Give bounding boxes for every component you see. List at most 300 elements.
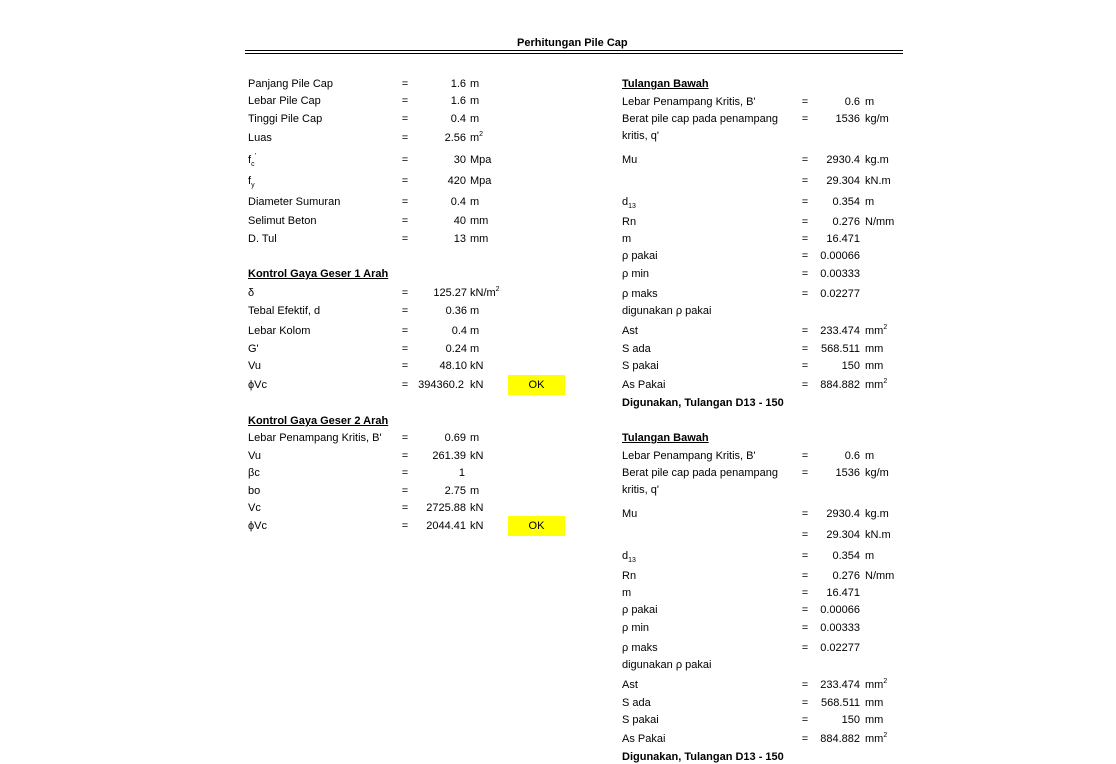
tulangan-1-row-12-unit-text: mm — [865, 697, 884, 709]
geser1-row-4-label — [248, 360, 261, 373]
geser1-row-0-unit — [470, 287, 500, 300]
input-row-2-label — [248, 113, 322, 126]
geser1-row-0-label-text: δ — [248, 287, 255, 299]
tulangan-0-row-10-label-text: digunakan ρ pakai — [622, 305, 712, 317]
tulangan-0-row-8-equals: = — [801, 268, 809, 280]
input-row-6-equals: = — [401, 196, 409, 208]
page-title: Perhitungan Pile Cap — [517, 37, 628, 49]
tulangan-1-row-3-unit — [865, 529, 891, 542]
tulangan-0-row-12-unit — [865, 343, 883, 356]
geser1-row-1-unit — [470, 305, 479, 318]
tulangan-0-row-8-label-text: ρ min — [622, 268, 650, 280]
geser2-row-5-unit-text: kN — [470, 520, 484, 532]
input-row-7-label — [248, 215, 316, 228]
geser1-row-5-unit-text: kN — [470, 379, 484, 391]
geser2-status-badge: OK — [508, 516, 565, 536]
tulangan-1-row-0-equals: = — [801, 450, 809, 462]
tulangan-0-row-1-unit — [865, 113, 889, 126]
tulangan-heading-1: Tulangan Bawah — [622, 432, 709, 444]
tulangan-0-row-0-label-text: Lebar Penampang Kritis, B' — [622, 96, 756, 108]
tulangan-0-row-4-value: 0.354 — [832, 196, 860, 208]
geser1-row-1-label — [248, 305, 320, 318]
geser1-row-0-value: 125.27 — [433, 287, 467, 299]
tulangan-1-row-12-unit — [865, 697, 883, 710]
input-row-4-unit-text: Mpa — [470, 154, 492, 166]
tulangan-1-row-6-label — [622, 587, 631, 600]
tulangan-1-row-1-label-line2: kritis, q' — [622, 484, 659, 496]
tulangan-0-row-0-unit — [865, 96, 874, 109]
tulangan-1-row-0-label-text: Lebar Penampang Kritis, B' — [622, 450, 756, 462]
input-row-5-label-sub: y — [251, 182, 255, 189]
tulangan-1-row-11-unit-text: mm — [865, 679, 884, 691]
tulangan-0-row-14-equals: = — [801, 379, 809, 391]
tulangan-0-row-10-label — [622, 305, 711, 318]
tulangan-1-row-4-value: 0.354 — [832, 550, 860, 562]
tulangan-1-row-14-unit-sup: 2 — [883, 732, 888, 739]
tulangan-0-row-3-unit — [865, 175, 891, 188]
tulangan-0-row-12-unit-text: mm — [865, 343, 884, 355]
input-row-0-label-text: Panjang Pile Cap — [248, 78, 334, 90]
tulangan-0-row-3-unit-text: kN.m — [865, 175, 891, 187]
tulangan-1-row-13-equals: = — [801, 714, 809, 726]
tulangan-1-row-7-value: 0.00066 — [820, 604, 860, 616]
geser2-row-3-label — [248, 485, 260, 498]
geser1-row-1-label-text: Tebal Efektif, d — [248, 305, 321, 317]
input-row-2-value: 0.4 — [450, 113, 466, 125]
tulangan-1-row-2-equals: = — [801, 508, 809, 520]
geser1-row-0-equals: = — [401, 287, 409, 299]
tulangan-1-row-11-label — [622, 679, 638, 692]
input-row-4-unit — [470, 154, 491, 167]
geser2-row-1-label-text: Vu — [248, 450, 262, 462]
geser1-row-2-unit-text: m — [470, 325, 480, 337]
tulangan-0-row-7-label — [622, 250, 658, 263]
tulangan-conclusion-0: Digunakan, Tulangan D13 - 150 — [622, 397, 784, 409]
tulangan-0-row-7-equals: = — [801, 250, 809, 262]
tulangan-0-row-0-unit-text: m — [865, 96, 875, 108]
geser1-row-2-label-text: Lebar Kolom — [248, 325, 311, 337]
tulangan-0-row-4-unit-text: m — [865, 196, 875, 208]
input-row-5-equals: = — [401, 175, 409, 187]
tulangan-0-row-6-label-text: m — [622, 233, 632, 245]
tulangan-0-row-9-value: 0.02277 — [820, 288, 860, 300]
tulangan-1-row-1-label — [622, 467, 778, 480]
input-row-8-equals: = — [401, 233, 409, 245]
input-row-4-label — [248, 154, 256, 167]
geser2-row-4-unit — [470, 502, 483, 515]
input-row-2-unit — [470, 113, 479, 126]
geser1-row-4-value: 48.10 — [439, 360, 467, 372]
input-row-1-equals: = — [401, 95, 409, 107]
geser1-row-3-equals: = — [401, 343, 409, 355]
tulangan-conclusion-1: Digunakan, Tulangan D13 - 150 — [622, 751, 784, 763]
geser2-row-3-value: 2.75 — [444, 485, 466, 497]
geser1-row-3-value: 0.24 — [445, 343, 467, 355]
geser2-row-2-label-text: βc — [248, 467, 260, 479]
tulangan-1-row-1-label-text: Berat pile cap pada penampang — [622, 467, 778, 479]
tulangan-1-row-8-label-text: ρ min — [622, 622, 650, 634]
tulangan-1-row-4-label-text: d — [622, 550, 629, 562]
tulangan-0-row-11-equals: = — [801, 325, 809, 337]
tulangan-0-row-5-label — [622, 216, 636, 229]
tulangan-0-row-5-label-text: Rn — [622, 216, 637, 228]
tulangan-1-row-14-value: 884.882 — [820, 733, 860, 745]
geser2-row-0-unit — [470, 432, 479, 445]
tulangan-0-row-6-value: 16.471 — [826, 233, 860, 245]
tulangan-0-row-4-label-text: d — [622, 196, 629, 208]
title-rule-top — [245, 50, 903, 51]
geser2-row-3-label-text: bo — [248, 485, 261, 497]
tulangan-1-row-0-label — [622, 450, 756, 463]
tulangan-0-row-11-unit-text: mm — [865, 325, 884, 337]
tulangan-0-row-5-value: 0.276 — [832, 216, 860, 228]
tulangan-0-row-13-value: 150 — [841, 360, 860, 372]
geser1-row-0-unit-sup: 2 — [495, 286, 500, 293]
tulangan-0-row-14-label — [622, 379, 665, 392]
geser2-row-5-unit — [470, 520, 483, 533]
tulangan-0-row-2-unit-text: kg.m — [865, 154, 889, 166]
geser2-row-5-label-text: ϕVc — [248, 520, 267, 532]
geser2-row-5-equals: = — [401, 520, 409, 532]
tulangan-1-row-4-unit — [865, 550, 874, 563]
tulangan-1-row-13-unit-text: mm — [865, 714, 884, 726]
tulangan-1-row-2-unit-text: kg.m — [865, 508, 889, 520]
input-row-0-unit — [470, 78, 479, 91]
geser1-row-0-label — [248, 287, 254, 300]
tulangan-1-row-11-equals: = — [801, 679, 809, 691]
input-row-5-label-text: f — [248, 175, 252, 187]
input-row-3-label-text: Luas — [248, 132, 272, 144]
tulangan-0-row-5-equals: = — [801, 216, 809, 228]
tulangan-1-row-2-value: 2930.4 — [826, 508, 860, 520]
tulangan-0-row-13-label-text: S pakai — [622, 360, 659, 372]
input-row-1-label-text: Lebar Pile Cap — [248, 95, 321, 107]
geser1-row-5-unit — [470, 379, 483, 392]
geser2-row-0-label-text: Lebar Penampang Kritis, B' — [248, 432, 382, 444]
tulangan-0-row-13-equals: = — [801, 360, 809, 372]
tulangan-0-row-4-label — [622, 196, 636, 209]
tulangan-0-row-1-label-line2: kritis, q' — [622, 130, 659, 142]
geser2-row-2-label — [248, 467, 260, 480]
tulangan-1-row-5-label — [622, 570, 636, 583]
tulangan-1-row-2-unit — [865, 508, 889, 521]
input-row-8-unit-text: mm — [470, 233, 489, 245]
tulangan-1-row-13-value: 150 — [841, 714, 860, 726]
tulangan-0-row-0-label — [622, 96, 756, 109]
input-row-0-equals: = — [401, 78, 409, 90]
tulangan-0-row-2-unit — [865, 154, 889, 167]
tulangan-heading-0: Tulangan Bawah — [622, 78, 709, 90]
geser1-row-5-label — [248, 379, 267, 392]
tulangan-0-row-0-value: 0.6 — [844, 96, 860, 108]
input-row-3-unit-sup: 2 — [479, 131, 484, 138]
tulangan-0-row-1-label-text: Berat pile cap pada penampang — [622, 113, 778, 125]
geser1-row-4-label-text: Vu — [248, 360, 262, 372]
tulangan-1-row-14-unit-text: mm — [865, 733, 884, 745]
input-row-1-value: 1.6 — [450, 95, 466, 107]
geser2-heading: Kontrol Gaya Geser 2 Arah — [248, 415, 389, 427]
input-row-5-label — [248, 175, 255, 188]
tulangan-1-row-11-label-text: Ast — [622, 679, 638, 691]
tulangan-1-row-5-label-text: Rn — [622, 570, 637, 582]
geser2-row-1-value: 261.39 — [432, 450, 466, 462]
tulangan-0-row-7-label-text: ρ pakai — [622, 250, 658, 262]
tulangan-1-row-9-value: 0.02277 — [820, 642, 860, 654]
geser2-row-3-unit — [470, 485, 479, 498]
input-row-6-label-text: Diameter Sumuran — [248, 196, 341, 208]
tulangan-1-row-2-label — [622, 508, 637, 521]
input-row-7-value: 40 — [453, 215, 466, 227]
tulangan-1-row-11-value: 233.474 — [820, 679, 860, 691]
tulangan-0-row-11-label — [622, 325, 638, 338]
geser1-row-2-value: 0.4 — [451, 325, 467, 337]
tulangan-1-row-2-label-text: Mu — [622, 508, 638, 520]
input-row-5-value: 420 — [447, 175, 466, 187]
tulangan-1-row-12-value: 568.511 — [821, 697, 860, 709]
tulangan-1-row-14-equals: = — [801, 733, 809, 745]
input-row-7-label-text: Selimut Beton — [248, 215, 317, 227]
tulangan-1-row-9-label-text: ρ maks — [622, 642, 658, 654]
geser2-row-0-label — [248, 432, 382, 445]
tulangan-0-row-14-label-text: As Pakai — [622, 379, 666, 391]
tulangan-1-row-0-unit-text: m — [865, 450, 875, 462]
input-row-8-value: 13 — [453, 233, 466, 245]
geser1-row-5-label-text: ϕVc — [248, 379, 267, 391]
geser1-row-1-equals: = — [401, 305, 409, 317]
tulangan-1-row-10-label-text: digunakan ρ pakai — [622, 659, 712, 671]
geser1-row-4-equals: = — [401, 360, 409, 372]
tulangan-0-row-2-value: 2930.4 — [826, 154, 860, 166]
tulangan-1-row-4-label-sub: 13 — [628, 557, 636, 564]
tulangan-1-row-12-label-text: S ada — [622, 697, 651, 709]
tulangan-1-row-3-unit-text: kN.m — [865, 529, 891, 541]
tulangan-1-row-8-value: 0.00333 — [820, 622, 860, 634]
tulangan-1-row-12-label — [622, 697, 651, 710]
tulangan-0-row-6-equals: = — [801, 233, 809, 245]
geser2-row-5-label — [248, 520, 267, 533]
tulangan-1-row-6-equals: = — [801, 587, 809, 599]
tulangan-1-row-9-equals: = — [801, 642, 809, 654]
input-row-4-label-sub: c — [251, 161, 255, 168]
input-row-0-label — [248, 78, 333, 91]
tulangan-1-row-7-equals: = — [801, 604, 809, 616]
tulangan-1-row-11-unit-sup: 2 — [883, 678, 888, 685]
geser1-row-4-unit — [470, 360, 483, 373]
input-row-8-unit — [470, 233, 488, 246]
geser1-row-2-unit — [470, 325, 479, 338]
tulangan-0-row-5-unit-text: N/mm — [865, 216, 895, 228]
tulangan-1-row-7-label-text: ρ pakai — [622, 604, 658, 616]
geser2-row-4-label-text: Vc — [248, 502, 261, 514]
geser2-row-0-equals: = — [401, 432, 409, 444]
tulangan-1-row-14-label-text: As Pakai — [622, 733, 666, 745]
tulangan-0-row-4-label-sub: 13 — [628, 203, 636, 210]
input-row-3-unit — [470, 132, 483, 145]
geser1-row-3-label — [248, 343, 259, 356]
geser2-row-1-unit — [470, 450, 483, 463]
geser2-row-1-unit-text: kN — [470, 450, 484, 462]
input-row-1-unit-text: m — [470, 95, 480, 107]
tulangan-1-row-4-equals: = — [801, 550, 809, 562]
tulangan-0-row-12-label — [622, 343, 651, 356]
input-row-4-label-text: f — [248, 154, 252, 166]
geser2-row-5-value: 2044.41 — [426, 520, 466, 532]
input-row-3-equals: = — [401, 132, 409, 144]
geser1-row-5-value: 394360.2 — [418, 379, 464, 391]
tulangan-1-row-13-unit — [865, 714, 883, 727]
tulangan-0-row-9-equals: = — [801, 288, 809, 300]
tulangan-1-row-1-equals: = — [801, 467, 809, 479]
input-row-8-label-text: D. Tul — [248, 233, 277, 245]
input-row-0-value: 1.6 — [450, 78, 466, 90]
geser2-row-1-equals: = — [401, 450, 409, 462]
tulangan-1-row-8-equals: = — [801, 622, 809, 634]
geser1-row-3-label-text: G' — [248, 343, 259, 355]
geser2-row-4-equals: = — [401, 502, 409, 514]
input-row-6-unit — [470, 196, 479, 209]
tulangan-1-row-6-label-text: m — [622, 587, 632, 599]
tulangan-0-row-3-equals: = — [801, 175, 809, 187]
input-row-5-unit-text: Mpa — [470, 175, 492, 187]
input-row-6-value: 0.4 — [450, 196, 466, 208]
tulangan-0-row-4-equals: = — [801, 196, 809, 208]
tulangan-1-row-6-value: 16.471 — [826, 587, 860, 599]
tulangan-0-row-11-unit — [865, 325, 887, 338]
tulangan-0-row-14-unit-sup: 2 — [883, 378, 888, 385]
tulangan-0-row-1-unit-text: kg/m — [865, 113, 889, 125]
geser1-row-2-equals: = — [401, 325, 409, 337]
geser1-row-0-unit-text: kN/m — [470, 287, 496, 299]
tulangan-0-row-2-label-text: Mu — [622, 154, 638, 166]
tulangan-0-row-8-value: 0.00333 — [820, 268, 860, 280]
input-row-3-label — [248, 132, 272, 145]
tulangan-1-row-13-label — [622, 714, 659, 727]
input-row-2-label-text: Tinggi Pile Cap — [248, 113, 323, 125]
tulangan-0-row-13-label — [622, 360, 659, 373]
tulangan-1-row-13-label-text: S pakai — [622, 714, 659, 726]
tulangan-0-row-9-label-text: ρ maks — [622, 288, 658, 300]
tulangan-0-row-1-equals: = — [801, 113, 809, 125]
geser1-row-5-equals: = — [401, 379, 409, 391]
tulangan-1-row-5-equals: = — [801, 570, 809, 582]
tulangan-1-row-10-label — [622, 659, 711, 672]
geser2-row-3-equals: = — [401, 485, 409, 497]
tulangan-0-row-2-equals: = — [801, 154, 809, 166]
input-row-3-unit-text: m — [470, 132, 480, 144]
tulangan-0-row-12-value: 568.511 — [821, 343, 860, 355]
input-row-7-equals: = — [401, 215, 409, 227]
tulangan-0-row-12-label-text: S ada — [622, 343, 651, 355]
geser1-row-1-unit-text: m — [470, 305, 480, 317]
tulangan-1-row-0-value: 0.6 — [844, 450, 860, 462]
tulangan-0-row-14-value: 884.882 — [820, 379, 860, 391]
tulangan-1-row-3-value: 29.304 — [826, 529, 860, 541]
geser2-row-2-equals: = — [401, 467, 409, 479]
tulangan-0-row-1-value: 1536 — [835, 113, 860, 125]
tulangan-0-row-11-value: 233.474 — [820, 325, 860, 337]
geser1-row-4-unit-text: kN — [470, 360, 484, 372]
tulangan-0-row-5-unit — [865, 216, 894, 229]
geser2-row-0-value: 0.69 — [444, 432, 466, 444]
tulangan-0-row-3-value: 29.304 — [826, 175, 860, 187]
tulangan-0-row-4-unit — [865, 196, 874, 209]
geser1-row-2-label — [248, 325, 310, 338]
input-row-1-unit — [470, 95, 479, 108]
tulangan-0-row-11-label-text: Ast — [622, 325, 638, 337]
tulangan-1-row-11-unit — [865, 679, 887, 692]
input-row-3-value: 2.56 — [444, 132, 466, 144]
input-row-6-unit-text: m — [470, 196, 480, 208]
tulangan-0-row-12-equals: = — [801, 343, 809, 355]
geser2-row-4-label — [248, 502, 261, 515]
input-row-0-unit-text: m — [470, 78, 480, 90]
tulangan-1-row-3-equals: = — [801, 529, 809, 541]
geser2-row-3-unit-text: m — [470, 485, 480, 497]
input-row-1-label — [248, 95, 321, 108]
input-row-7-unit — [470, 215, 488, 228]
tulangan-1-row-0-unit — [865, 450, 874, 463]
tulangan-1-row-1-value: 1536 — [835, 467, 860, 479]
input-row-4-equals: = — [401, 154, 409, 166]
tulangan-0-row-14-unit — [865, 379, 887, 392]
geser2-row-0-unit-text: m — [470, 432, 480, 444]
geser2-row-2-value: 1 — [458, 467, 465, 479]
input-row-2-unit-text: m — [470, 113, 480, 125]
tulangan-0-row-7-value: 0.00066 — [820, 250, 860, 262]
tulangan-1-row-8-label — [622, 622, 649, 635]
tulangan-0-row-11-unit-sup: 2 — [883, 324, 888, 331]
title-rule-bottom — [245, 53, 903, 54]
input-row-7-unit-text: mm — [470, 215, 489, 227]
geser1-row-3-unit — [470, 343, 479, 356]
geser1-row-1-value: 0.36 — [445, 305, 467, 317]
tulangan-1-row-14-unit — [865, 733, 887, 746]
tulangan-0-row-2-label — [622, 154, 637, 167]
geser1-status-badge: OK — [508, 375, 565, 395]
tulangan-1-row-1-unit-text: kg/m — [865, 467, 889, 479]
tulangan-0-row-8-label — [622, 268, 649, 281]
tulangan-1-row-12-equals: = — [801, 697, 809, 709]
tulangan-1-row-5-unit — [865, 570, 894, 583]
tulangan-0-row-0-equals: = — [801, 96, 809, 108]
input-row-8-label — [248, 233, 277, 246]
input-row-4-label-suffix: ' — [254, 153, 256, 160]
tulangan-1-row-4-label — [622, 550, 636, 563]
geser1-heading: Kontrol Gaya Geser 1 Arah — [248, 268, 389, 280]
geser1-row-3-unit-text: m — [470, 343, 480, 355]
input-row-2-equals: = — [401, 113, 409, 125]
input-row-6-label — [248, 196, 340, 209]
tulangan-1-row-1-unit — [865, 467, 889, 480]
input-row-4-value: 30 — [453, 154, 466, 166]
tulangan-1-row-7-label — [622, 604, 658, 617]
geser2-row-4-unit-text: kN — [470, 502, 484, 514]
tulangan-0-row-9-label — [622, 288, 658, 301]
tulangan-1-row-14-label — [622, 733, 665, 746]
input-row-5-unit — [470, 175, 491, 188]
geser2-row-4-value: 2725.88 — [426, 502, 466, 514]
tulangan-0-row-6-label — [622, 233, 631, 246]
tulangan-1-row-5-value: 0.276 — [832, 570, 860, 582]
tulangan-1-row-9-label — [622, 642, 658, 655]
tulangan-0-row-13-unit — [865, 360, 883, 373]
tulangan-1-row-4-unit-text: m — [865, 550, 875, 562]
geser2-row-1-label — [248, 450, 261, 463]
tulangan-0-row-13-unit-text: mm — [865, 360, 884, 372]
tulangan-0-row-14-unit-text: mm — [865, 379, 884, 391]
tulangan-0-row-1-label — [622, 113, 778, 126]
tulangan-1-row-5-unit-text: N/mm — [865, 570, 895, 582]
